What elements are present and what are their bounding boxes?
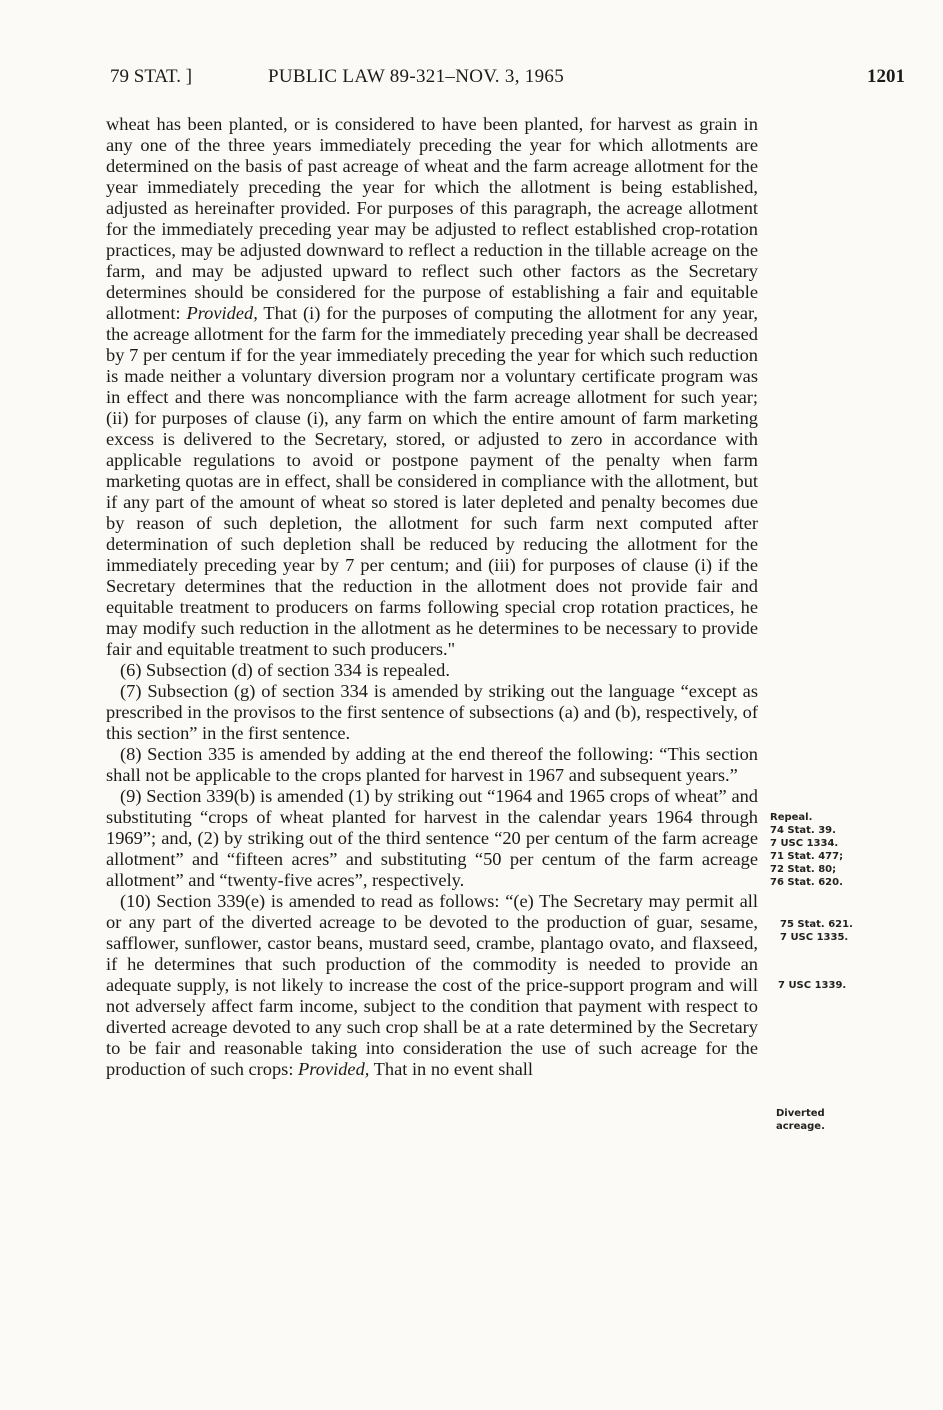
page-title: PUBLIC LAW 89-321–NOV. 3, 1965	[268, 66, 565, 87]
margin-note-diverted-acreage: Diverted acreage.	[776, 1108, 825, 1132]
provided-term: Provided,	[186, 303, 258, 323]
paragraph-text: wheat has been planted, or is considered to have been planted, for harvest as grain in any one of the three years immediately preceding the year for which allotments are determined on the basis of past acreage of wheat and the farm acreage allotment for the year immediately preceding the year for which the allotment is being established, adjusted as hereinafter provided. For purposes of this paragraph, the acreage allotment for the immediately preceding year may be adjusted to reflect established crop-rotation practices, may be adjusted downward to reflect a reduction in the tillable acreage on the farm, and may be adjusted upward to reflect such other factors as the Secretary determines should be considered for the purpose of establishing a fair and equitable allotment:	[106, 114, 758, 323]
provided-term: Provided,	[298, 1059, 370, 1079]
page-header	[110, 62, 905, 92]
paragraph-10	[106, 891, 758, 1080]
margin-note-repeal: Repeal. 74 Stat. 39. 7 USC 1334. 71 Stat. 477; 72 Stat. 80; 76 Stat. 620.	[770, 812, 844, 888]
margin-note-usc-1339: 7 USC 1339.	[778, 980, 847, 991]
stat-reference: 79 STAT. ]	[110, 66, 193, 87]
paragraph-8: (8) Section 335 is amended by adding at the end thereof the following: “This section shall not be applicable to the crops planted for harvest in 1967 and subsequent years.”	[106, 744, 758, 785]
paragraph-9: (9) Section 339(b) is amended (1) by striking out “1964 and 1965 crops of wheat” and substituting “crops of wheat planted for harvest in the calendar years 1964 through 1969”; and, (2) by striking out of the third sentence “20 per centum of the farm acreage allotment” and “fifteen acres” and substituting “50 per centum of the farm acreage allotment” and “twenty-five acres”, respectively.	[106, 786, 758, 890]
paragraph-6: (6) Subsection (d) of section 334 is repealed.	[120, 660, 450, 680]
paragraph-continuation	[106, 114, 758, 660]
page-number: 1201	[867, 66, 905, 87]
paragraph-text: That (i) for the purposes of computing the allotment for any year, the acreage allotment for the farm for the immediately preceding year shall be decreased by 7 per centum if for the year immediately preceding the year for which such reduction is made neither a voluntary diversion program nor a voluntary certificate program was in effect and there was noncompliance with the farm acreage allotment for such year; (ii) for purposes of clause (i), any farm on which the entire amount of farm marketing excess is delivered to the Secretary, stored, or adjusted to zero in accordance with applicable regulations to avoid or postpone payment of the penalty when farm marketing quotas are in effect, shall be considered in compliance with the allotment, but if any part of the amount of wheat so stored is later depleted and penalty becomes due by reason of such depletion, the allotment for such farm next computed after determination of such depletion shall be reduced by reducing the allotment for the immediately preceding year by 7 per centum; and (iii) for purposes of clause (i) if the Secretary determines that the reduction in the allotment does not provide fair and equitable treatment to producers on farms following special crop rotation practices, he may modify such reduction in the allotment as he determines to be necessary to provide fair and equitable treatment to such producers."	[106, 303, 758, 659]
paragraph-text: (10) Section 339(e) is amended to read as follows: “(e) The Secretary may permit all or any part of the diverted acreage to be devoted to the production of guar, sesame, safflower, sunflower, castor beans, mustard seed, crambe, plantago ovato, and flaxseed, if he determines that such production of the commodity is needed to provide an adequate supply, is not likely to increase the cost of the price-support program and will not adversely affect farm income, subject to the condition that payment with respect to diverted acreage devoted to any such crop shall be at a rate determined by the Secretary to be fair and reasonable taking into consideration the use of such acreage for the production of such crops:	[106, 891, 758, 1079]
statute-body	[106, 114, 758, 1080]
margin-note-stat-621: 75 Stat. 621. 7 USC 1335.	[780, 919, 853, 943]
paragraph-text: That in no event shall	[369, 1059, 533, 1079]
paragraph-7: (7) Subsection (g) of section 334 is amended by striking out the language “except as prescribed in the provisos to the first sentence of subsections (a) and (b), respectively, of this section” in the first sentence.	[106, 681, 758, 743]
